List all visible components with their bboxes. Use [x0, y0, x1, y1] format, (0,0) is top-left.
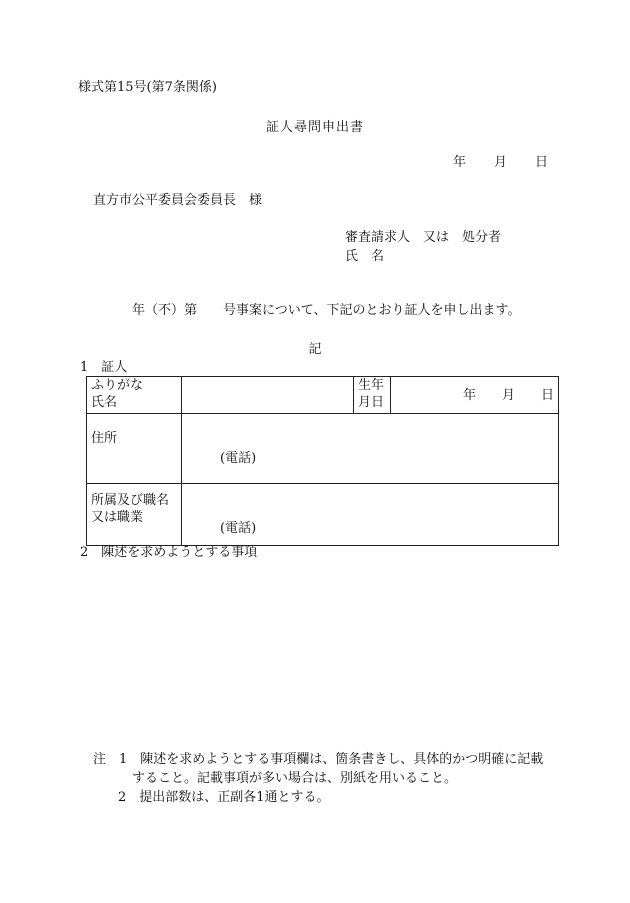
address-phone-label: (電話): [220, 451, 257, 466]
ki-heading: 記: [308, 342, 322, 357]
date-year: 年: [453, 155, 467, 170]
applicant-name-label: 氏 名: [345, 249, 385, 264]
witness-table: [86, 376, 559, 546]
affiliation-label-cell: [87, 484, 182, 546]
table-row: [87, 377, 559, 414]
affiliation-value-cell: [182, 484, 559, 546]
statement-text: 年（不）第 号事案について、下記のとおり証人を申し出ます。: [132, 303, 521, 318]
date-month: 月: [494, 155, 508, 170]
addressee: 直方市公平委員会委員長 様: [93, 193, 263, 208]
address-label-cell: [87, 414, 182, 484]
furigana-label: ふりがな: [91, 378, 144, 393]
note1-line1: 注 1 陳述を求めようとする事項欄は、箇条書きし、具体的かつ明確に記載: [93, 752, 544, 767]
section1-heading: 1 証人: [80, 360, 128, 375]
address-value-cell: [182, 414, 559, 484]
date-day: 日: [535, 155, 549, 170]
applicant-role: 審査請求人 又は 処分者: [345, 230, 502, 245]
section2-heading: 2 陳述を求めようとする事項: [80, 545, 258, 560]
birth-label-cell: [354, 377, 391, 414]
birth-value-cell: [391, 377, 559, 414]
table-row: [87, 414, 559, 484]
date-line: [453, 155, 548, 171]
birth-value: 年 月 日: [462, 387, 554, 403]
address-label: 住所: [91, 431, 118, 446]
document-title: 証人尋問申出書: [265, 120, 364, 135]
furigana-name-label-cell: [87, 377, 182, 414]
affiliation-label-1: 所属及び職名: [91, 493, 170, 508]
name-label: 氏名: [91, 395, 118, 410]
name-value-cell: [182, 377, 354, 414]
affiliation-phone-label: (電話): [220, 521, 257, 536]
note2: 2 提出部数は、正副各1通とする。: [118, 790, 330, 805]
table-row: [87, 484, 559, 546]
affiliation-label-2: 又は職業: [91, 510, 144, 525]
note1-line2: すること。記載事項が多い場合は、別紙を用いること。: [132, 771, 458, 786]
birth-label-2: 月日: [358, 395, 385, 410]
form-number: 様式第15号(第7条関係): [78, 80, 217, 95]
birth-label-1: 生年: [358, 378, 385, 393]
